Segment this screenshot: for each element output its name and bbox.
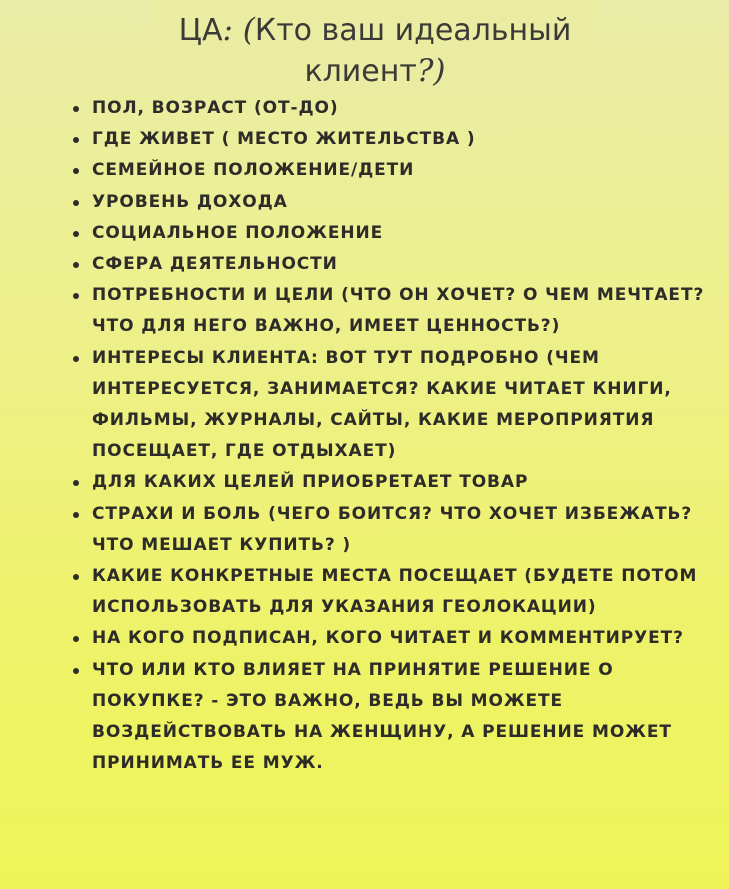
page-title-line-2 [152,51,598,92]
title-box [152,0,598,93]
list-item: ИНТЕРЕСЫ КЛИЕНТА: ВОТ ТУТ ПОДРОБНО (ЧЕМ ИНТЕРЕСУЕТСЯ, ЗАНИМАЕТСЯ? КАКИЕ ЧИТАЕТ КНИГИ, ФИЛЬМЫ, ЖУРНАЛЫ, САЙТЫ, КАКИЕ МЕРОПРИЯТИЯ ПОСЕЩАЕТ, ГДЕ ОТДЫХАЕТ) [70,343,710,468]
list-item: СТРАХИ И БОЛЬ (ЧЕГО БОИТСЯ? ЧТО ХОЧЕТ ИЗБЕЖАТЬ? ЧТО МЕШАЕТ КУПИТЬ? ) [70,499,710,561]
title-script-open: : ( [222,12,255,48]
page-title-line-1 [152,10,598,51]
list-item: ДЛЯ КАКИХ ЦЕЛЕЙ ПРИОБРЕТАЕТ ТОВАР [70,467,710,498]
list-item: НА КОГО ПОДПИСАН, КОГО ЧИТАЕТ И КОММЕНТИРУЕТ? [70,623,710,654]
list-item: ЧТО ИЛИ КТО ВЛИЯЕТ НА ПРИНЯТИЕ РЕШЕНИЕ О ПОКУПКЕ? - ЭТО ВАЖНО, ВЕДЬ ВЫ МОЖЕТЕ ВОЗДЕЙСТВОВАТЬ НА ЖЕНЩИНУ, А РЕШЕНИЕ МОЖЕТ ПРИНИМАТЬ ЕЕ МУЖ. [70,655,710,780]
title-script-close: ?) [416,53,446,89]
list-item: ПОТРЕБНОСТИ И ЦЕЛИ (ЧТО ОН ХОЧЕТ? О ЧЕМ МЕЧТАЕТ? ЧТО ДЛЯ НЕГО ВАЖНО, ИМЕЕТ ЦЕННОСТЬ?) [70,280,710,342]
list-item: КАКИЕ КОНКРЕТНЫЕ МЕСТА ПОСЕЩАЕТ (БУДЕТЕ ПОТОМ ИСПОЛЬЗОВАТЬ ДЛЯ УКАЗАНИЯ ГЕОЛОКАЦИИ) [70,561,710,623]
title-text-2: клиент [304,54,417,89]
list-item: СЕМЕЙНОЕ ПОЛОЖЕНИЕ/ДЕТИ [70,155,710,186]
criteria-list [70,93,710,779]
title-prefix: ЦА [178,13,223,48]
list-item: УРОВЕНЬ ДОХОДА [70,187,710,218]
list-item: ПОЛ, ВОЗРАСТ (ОТ-ДО) [70,93,710,124]
title-text: Кто ваш идеальный [254,13,572,48]
list-item: СФЕРА ДЕЯТЕЛЬНОСТИ [70,249,710,280]
list-item: СОЦИАЛЬНОЕ ПОЛОЖЕНИЕ [70,218,710,249]
list-item: ГДЕ ЖИВЕТ ( МЕСТО ЖИТЕЛЬСТВА ) [70,124,710,155]
